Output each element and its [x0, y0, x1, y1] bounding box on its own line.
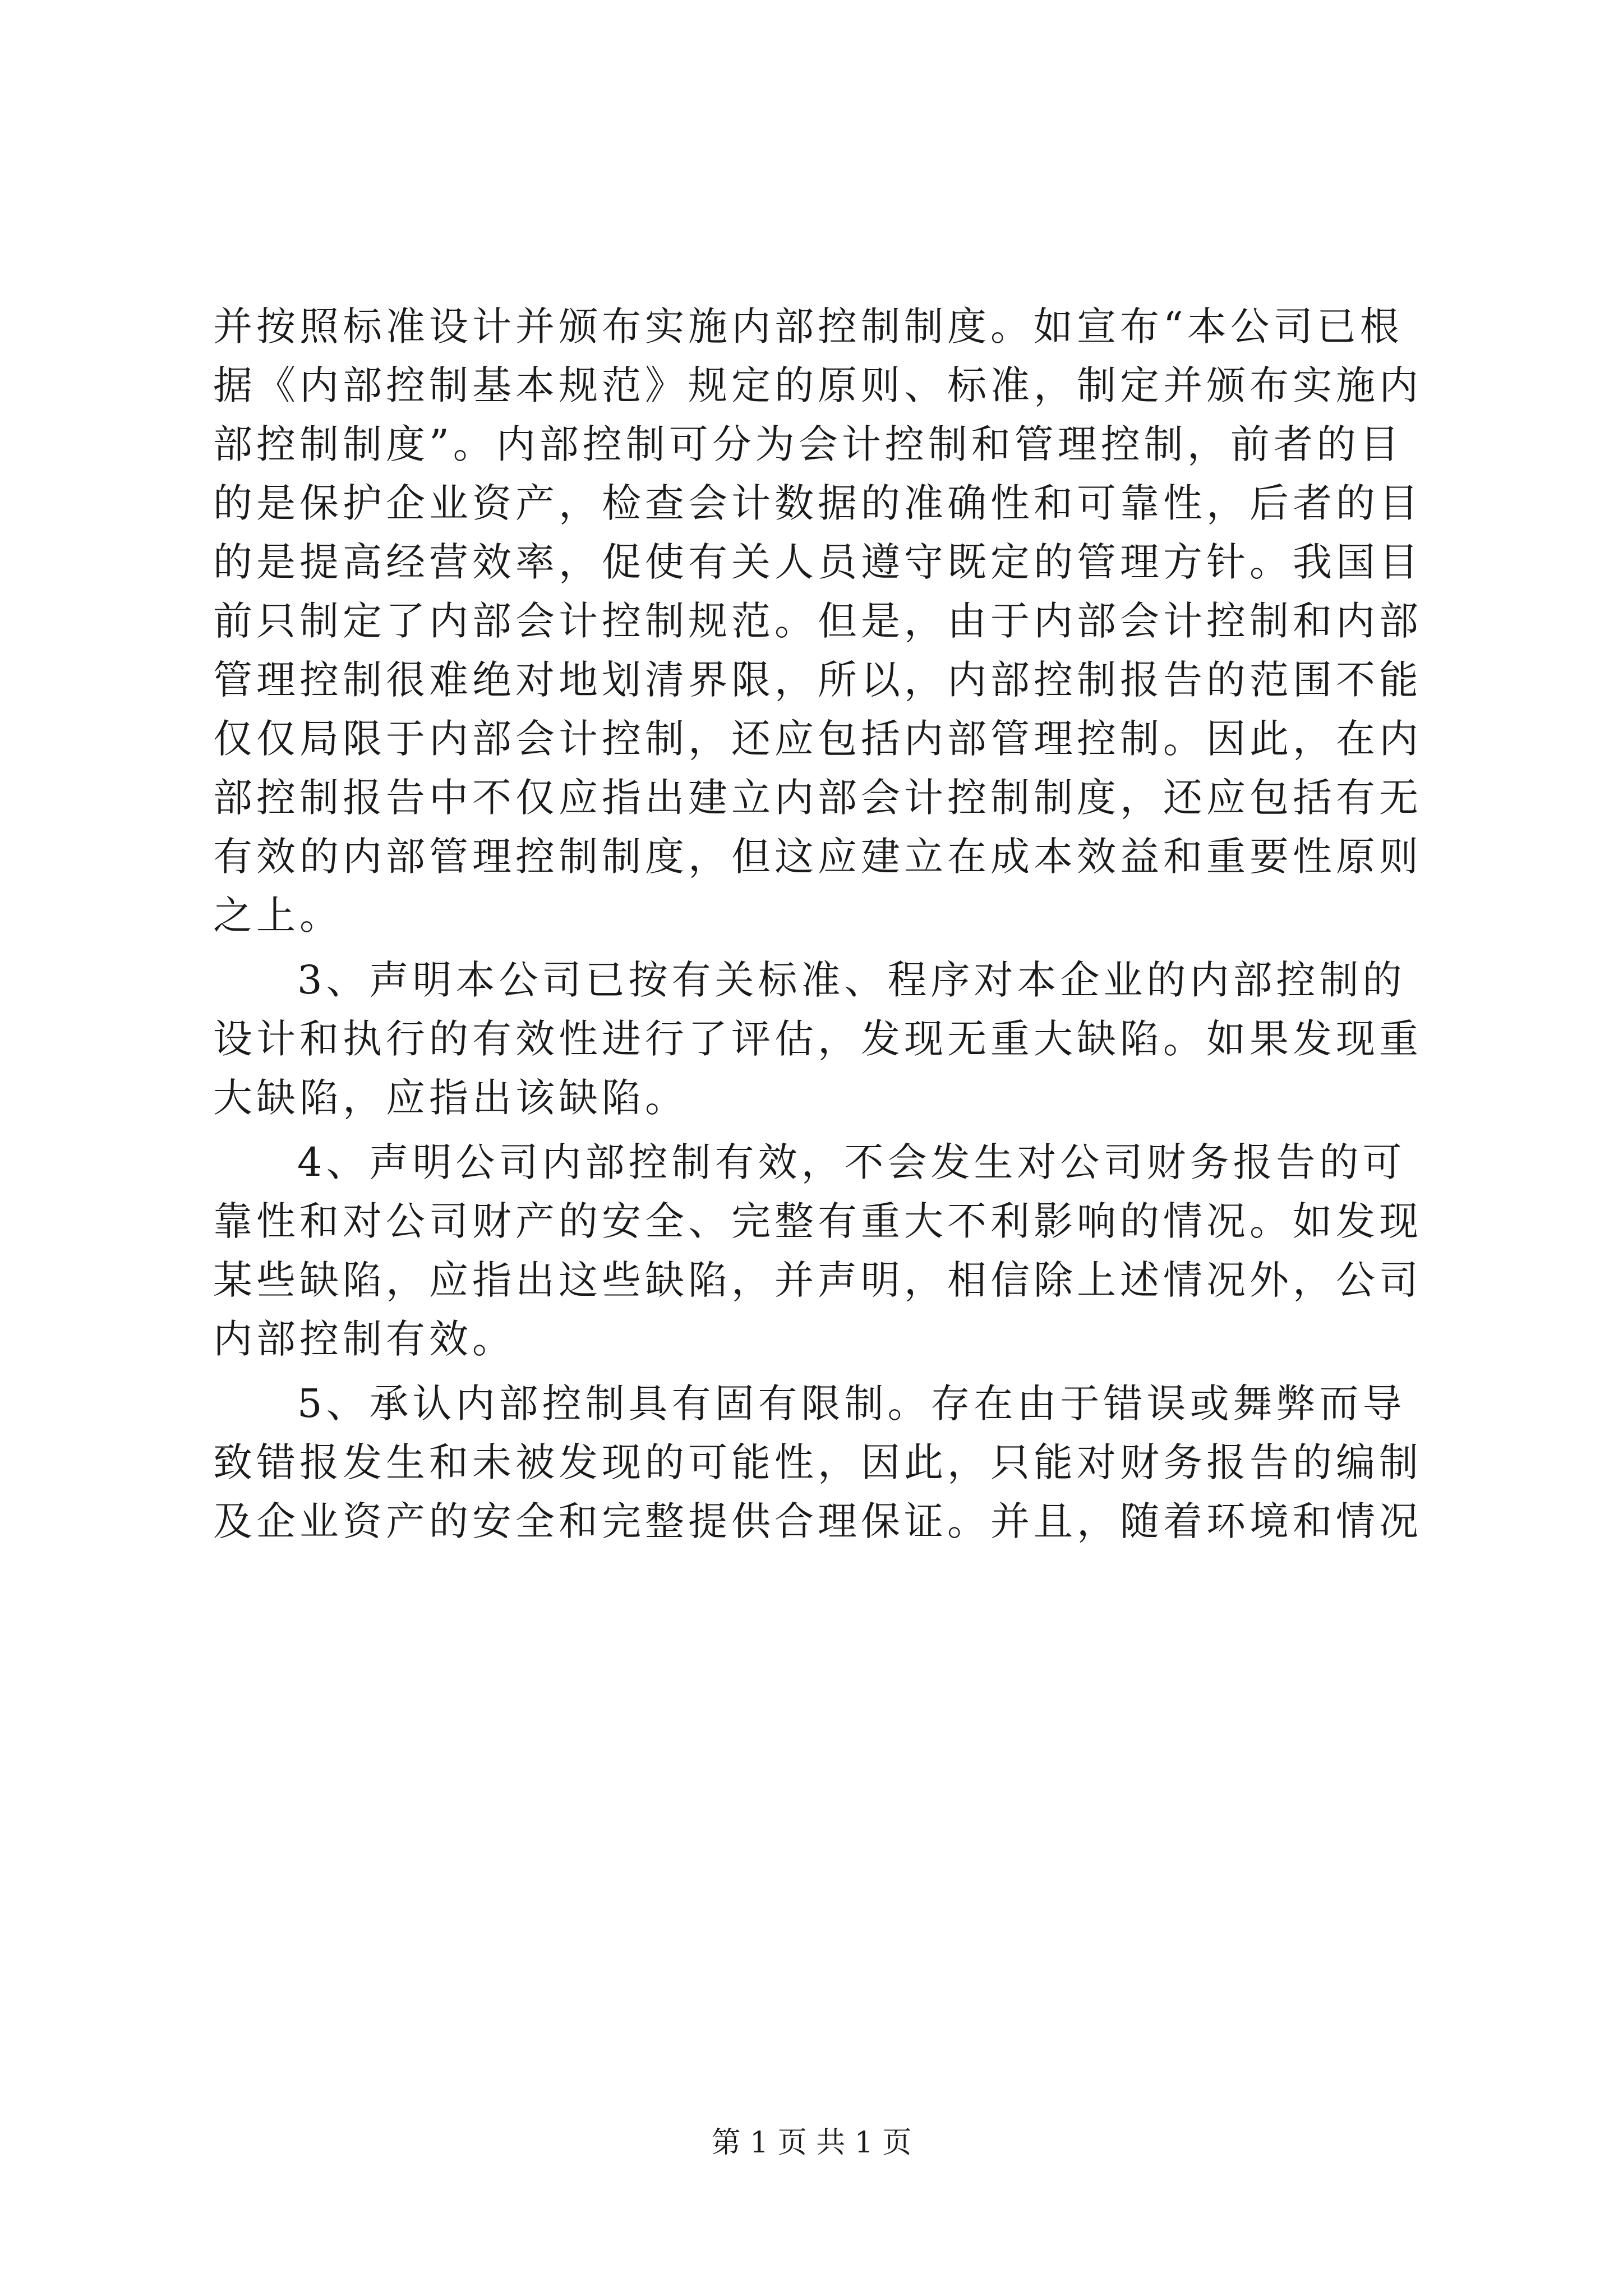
- paragraph-4-first-line: 4、声明公司内部控制有效，不会发生对公司财务报告的可: [297, 1139, 1406, 1185]
- text-line: 前只制定了内部会计控制规范。但是，由于内部会计控制和内部: [213, 598, 1422, 644]
- text-line: 致错报发生和未被发现的可能性，因此，只能对财务报告的编制: [213, 1439, 1422, 1485]
- text-line: 设计和执行的有效性进行了评估，发现无重大缺陷。如果发现重: [213, 1016, 1422, 1062]
- text-line: 仅仅局限于内部会计控制，还应包括内部管理控制。因此，在内: [213, 716, 1422, 762]
- text-line: 某些缺陷，应指出这些缺陷，并声明，相信除上述情况外，公司: [213, 1257, 1422, 1303]
- text-line: 据《内部控制基本规范》规定的原则、标准，制定并颁布实施内: [213, 362, 1422, 408]
- text-line: 部控制制度”。内部控制可分为会计控制和管理控制，前者的目: [213, 421, 1403, 467]
- text-line: 有效的内部管理控制制度，但这应建立在成本效益和重要性原则: [213, 834, 1422, 880]
- document-body: [213, 297, 1422, 1551]
- text-line: 内部控制有效。: [213, 1316, 515, 1362]
- text-line: 之上。: [213, 892, 343, 938]
- text-line: 并按照标准设计并颁布实施内部控制制度。如宣布“本公司已根: [213, 303, 1403, 349]
- text-line: 的是保护企业资产，检查会计数据的准确性和可靠性，后者的目: [213, 480, 1422, 526]
- text-line: 靠性和对公司财产的安全、完整有重大不利影响的情况。如发现: [213, 1198, 1422, 1244]
- text-line: 的是提高经营效率，促使有关人员遵守既定的管理方针。我国目: [213, 539, 1422, 585]
- text-line: 管理控制很难绝对地划清界限，所以，内部控制报告的范围不能: [213, 657, 1422, 703]
- page-number-footer: 第 1 页 共 1 页: [711, 2126, 912, 2160]
- text-line: 大缺陷，应指出该缺陷。: [213, 1075, 688, 1121]
- paragraph-3-first-line: 3、声明本公司已按有关标准、程序对本企业的内部控制的: [297, 957, 1406, 1003]
- paragraph-5-first-line: 5、承认内部控制具有固有限制。存在由于错误或舞弊而导: [297, 1381, 1406, 1427]
- text-line: 部控制报告中不仅应指出建立内部会计控制制度，还应包括有无: [213, 775, 1422, 821]
- text-line: 及企业资产的安全和完整提供合理保证。并且，随着环境和情况: [213, 1498, 1422, 1544]
